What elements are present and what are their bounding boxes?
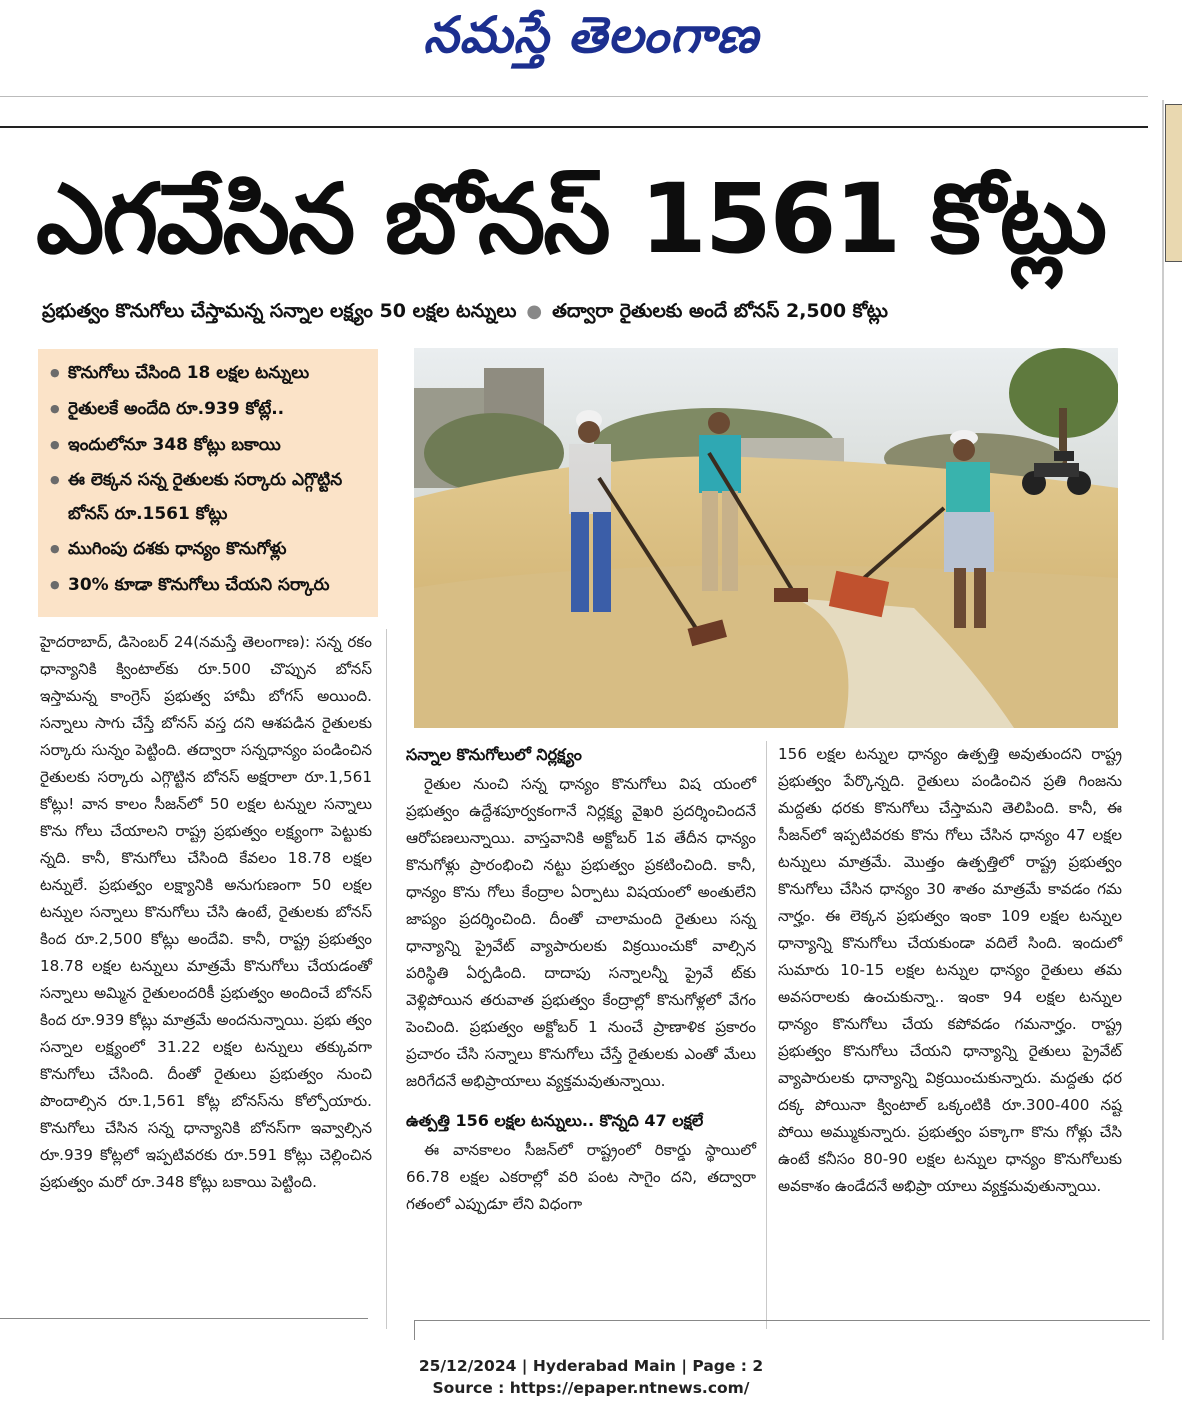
column-divider bbox=[386, 629, 387, 1329]
top-rule bbox=[0, 126, 1148, 128]
section-heading: సన్నాల కొనుగోలులో నిర్లక్ష్యం bbox=[406, 745, 582, 764]
highlight-item: ● ఈ లెక్కన సన్న రైతులకు సర్కారు ఎగ్గొట్టిన బోనస్ రూ.1561 కోట్లు bbox=[48, 463, 372, 531]
highlight-item: ● ఇందులోనూ 348 కోట్లు బకాయి bbox=[48, 427, 372, 463]
highlight-item: ● ముగింపు దశకు ధాన్యం కొనుగోళ్లు bbox=[48, 531, 372, 567]
article-column-3 bbox=[778, 741, 1122, 1200]
adjacent-photo-edge bbox=[1165, 104, 1182, 262]
article-paragraph: రైతుల నుంచి సన్న ధాన్యం కొనుగోలు విష యంలో ప్రభుత్వం ఉద్దేశపూర్వకంగానే నిర్లక్ష్య వైఖరి ప్రదర్శించిందనే ఆరోపణలున్నాయి. వాస్తవానికి అక్టోబర్ 1వ తేదీన ధాన్యం కొనుగోళ్లు ప్రారంభించి నట్టు ప్రభుత్వం ప్రకటించింది. కానీ, ధాన్యం కొను గోలు కేంద్రాల ఏర్పాటు విషయంలో అంతులేని జాప్యం ప్రదర్శించింది. దీంతో చాలామంది రైతులు సన్న ధాన్యాన్ని ప్రైవేట్ వ్యాపారులకు విక్రయించుకో వాల్సిన పరిస్థితి ఏర్పడింది. దాదాపు సన్నాలన్నీ ప్రైవే ట్‌కు వెళ్లిపోయిన తరువాత ప్రభుత్వం కేంద్రాల్లో కొనుగోళ్లలో వేగం పెంచింది. ప్రభుత్వం అక్టోబర్ 1 నుంచే ప్రాణాళిక ప్రకారం ప్రచారం చేసి సన్నాలు కొనుగోలు చేస్తే రైతులకు ఎంతో మేలు జరిగేదనే అభిప్రాయాలు వ్యక్తమవుతున్నాయి. bbox=[406, 775, 756, 1090]
masthead-divider bbox=[0, 96, 1148, 103]
bullet-icon: ● bbox=[526, 301, 543, 322]
edition-info: 25/12/2024 | Hyderabad Main | Page : 2 bbox=[418, 1357, 764, 1375]
article-paragraph: హైదరాబాద్, డిసెంబర్ 24(నమస్తే తెలంగాణ): సన్న రకం ధాన్యానికి క్వింటాల్‌కు రూ.500 చొప్పున బోనస్ ఇస్తామన్న కాంగ్రెస్ ప్రభుత్వ హామీ బోగస్ అయింది. సన్నాలు సాగు చేస్తే బోనస్ వస్త దని ఆశపడిన రైతులకు సర్కారు సున్నం పెట్టింది. తద్వారా సన్నధాన్యం పండించిన రైతులకు సర్కారు ఎగ్గొట్టిన బోనస్ అక్షరాలా రూ.1,561 కోట్లు! వాన కాలం సీజన్‌లో 50 లక్షల టన్నుల సన్నాలు కొను గోలు చేయాలని రాష్ట్ర ప్రభుత్వం లక్ష్యంగా పెట్టుకు న్నది. కానీ, కొనుగోలు చేసింది కేవలం 18.78 లక్షల టన్నులే. ప్రభుత్వం లక్ష్యానికి అనుగుణంగా 50 లక్షల టన్నుల సన్నాలు కొనుగోలు చేసి ఉంటే, రైతులకు బోనస్ కింద రూ.2,500 కోట్లు అందేవి. కానీ, రాష్ట్ర ప్రభుత్వం 18.78 లక్షల టన్నులు మాత్రమే కొనుగోలు చేయడంతో సన్నాలు అమ్మిన రైతులందరికీ ప్రభుత్వం అందించే బోనస్ కింద రూ.939 కోట్లు మాత్రమే అందనున్నాయి. ప్రభు త్వం సన్నాల లక్ష్యంలో 31.22 లక్షల టన్నులు తక్కువగా కొనుగోలు చేసింది. దీంతో రైతులు ప్రభుత్వం నుంచి పొందాల్సిన రూ.1,561 కోట్ల బోనస్‌ను కోల్పోయారు. కొనుగోలు చేసిన సన్న ధాన్యానికి బోనస్‌గా ఇవ్వాల్సిన రూ.939 కోట్లలో ఇప్పటివరకు రూ.591 కోట్లు చెల్లించిన ప్రభుత్వం మరో రూ.348 కోట్లు బకాయి పెట్టింది. bbox=[40, 633, 372, 1191]
article-paragraph: ఈ వానకాలం సీజన్‌లో రాష్ట్రంలో రికార్డు స్థాయిలో 66.78 లక్షల ఎకరాల్లో వరి పంట సాగైం దని, తద్వారా గతంలో ఎప్పుడూ లేని విధంగా bbox=[406, 1141, 756, 1213]
bottom-rule bbox=[414, 1320, 415, 1340]
page-footer bbox=[0, 1355, 1182, 1399]
highlights-box bbox=[38, 349, 378, 617]
subhead bbox=[42, 300, 1122, 327]
adjacent-column-edge bbox=[1162, 100, 1182, 1340]
bottom-rule bbox=[414, 1320, 1150, 1321]
farmers-drying-grain-illustration bbox=[414, 348, 1118, 728]
source-link[interactable]: Source : https://epaper.ntnews.com/ bbox=[432, 1379, 750, 1397]
highlight-item: ● రైతులకే అందేది రూ.939 కోట్లే.. bbox=[48, 391, 372, 427]
headline: ఎగవేసిన బోనస్ 1561 కోట్లు bbox=[36, 163, 1106, 275]
highlight-item: ● 30% కూడా కొనుగోలు చేయని సర్కారు bbox=[48, 567, 372, 603]
masthead bbox=[0, 0, 1182, 80]
subhead-left: ప్రభుత్వం కొనుగోలు చేస్తామన్న సన్నాల లక్ష్యం 50 లక్షల టన్నులు bbox=[42, 300, 517, 322]
article-column-2 bbox=[406, 741, 756, 1218]
bottom-rule bbox=[0, 1318, 368, 1319]
article-paragraph: 156 లక్షల టన్నుల ధాన్యం ఉత్పత్తి అవుతుందని రాష్ట్ర ప్రభుత్వం పేర్కొన్నది. రైతులు పండించిన ప్రతి గింజను మద్దతు ధరకు కొనుగోలు చేస్తామని తెలిపింది. కానీ, ఈ సీజన్‌లో ఇప్పటివరకు కొను గోలు చేసిన ధాన్యం 47 లక్షల టన్నులు మాత్రమే. మొత్తం ఉత్పత్తిలో రాష్ట్ర ప్రభుత్వం కొనుగోలు చేసిన ధాన్యం 30 శాతం మాత్రమే కావడం గమ నార్హం. ఈ లెక్కన ప్రభుత్వం ఇంకా 109 లక్షల టన్నుల ధాన్యాన్ని కొనుగోలు చేయకుండా వదిలే సింది. ఇందులో సుమారు 10-15 లక్షల టన్నుల ధాన్యం రైతులు తమ అవసరాలకు ఉంచుకున్నా.. ఇంకా 94 లక్షల టన్నుల ధాన్యం కొనుగోలు చేయ కపోవడం గమనార్హం. రాష్ట్ర ప్రభుత్వం కొనుగోలు చేయని ధాన్యాన్ని రైతులు ప్రైవేట్ వ్యాపారులకు ధాన్యాన్ని విక్రయించుకున్నారు. మద్దతు ధర దక్క పోయినా క్వింటాల్ ఒక్కంటికి రూ.300-400 నష్ట పోయి అమ్ముకున్నారు. ప్రభుత్వం పక్కాగా కొను గోళ్లు చేసి ఉంటే కనీసం 80-90 లక్షల టన్నుల ధాన్యం కొనుగోలుకు అవకాశం ఉండేదనే అభిప్రా యాలు వ్యక్తమవుతున్నాయి. bbox=[778, 745, 1122, 1195]
subhead-right: తద్వారా రైతులకు అందే బోనస్ 2,500 కోట్లు bbox=[552, 300, 889, 322]
section-heading: ఉత్పత్తి 156 లక్షల టన్నులు.. కొన్నది 47 లక్షలే bbox=[406, 1111, 704, 1130]
masthead-logo: నమస్తే తెలంగాణ bbox=[423, 6, 759, 64]
highlights-list bbox=[38, 355, 378, 603]
highlight-item: ● కొనుగోలు చేసింది 18 లక్షల టన్నులు bbox=[48, 355, 372, 391]
article-photo bbox=[414, 348, 1118, 728]
article-column-1 bbox=[40, 629, 372, 1196]
column-divider bbox=[766, 741, 767, 1329]
